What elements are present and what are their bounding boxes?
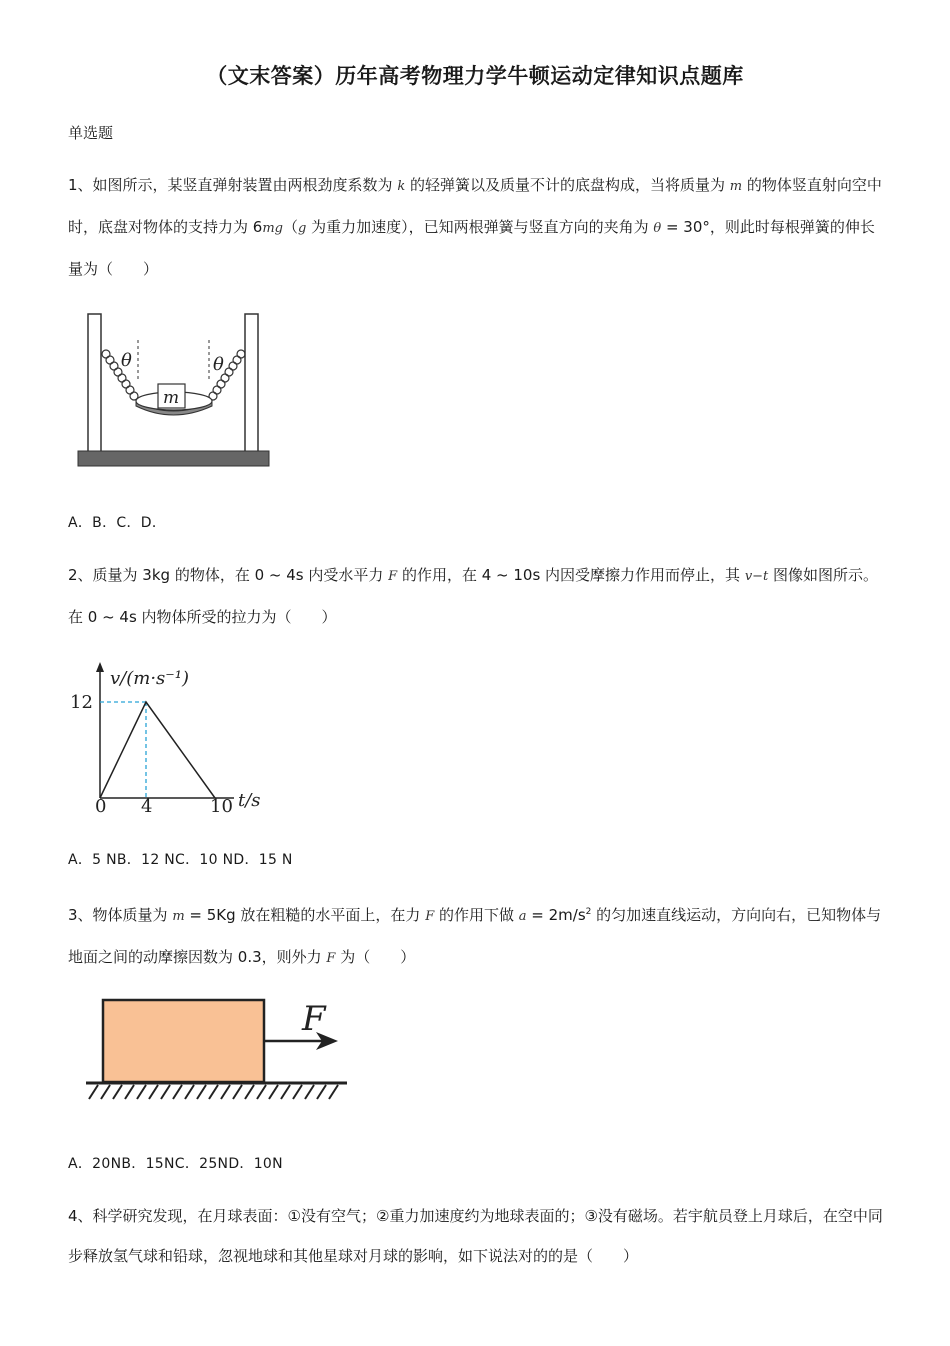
hatch-line [317,1085,326,1099]
y-tick-label: 12 [70,692,93,713]
var-mg: mg [262,221,283,236]
x-tick-label: 10 [210,796,233,815]
question-1 [68,165,883,289]
q3-text: 为（ ） [335,948,416,966]
hatch-line [173,1085,182,1099]
q3-text: 的匀加速直线运动，方向向右，已知物体与地面之间的动摩擦因数为 0.3，则外力 [68,906,882,966]
q3-options: A．20NB．15NC．25ND．10N [68,1156,283,1172]
vt-chart [66,660,276,815]
var-F: F [425,909,435,924]
q3-text: 的作用下做 [434,906,519,924]
hatch-line [125,1085,134,1099]
force-label-F: F [302,999,326,1039]
hatch-line [329,1085,338,1099]
question-3 [68,892,883,979]
q1-text: 为重力加速度），已知两根弹簧与竖直方向的夹角为 [306,218,654,236]
question-4: 4、科学研究发现，在月球表面：①没有空气；②重力加速度约为地球表面的；③没有磁场。若宇航员登上月球后，在空中同步释放氢气球和铅球，忽视地球和其他星球对月球的影响，如下说法对的的是（ ） [68,1207,883,1265]
ground-hatch [89,1085,338,1099]
var-m: m [172,909,185,924]
page-title: （文末答案）历年高考物理力学牛顿运动定律知识点题库 [206,64,744,88]
angle-label-left: θ [121,350,132,371]
var-vt: v−t [744,569,769,584]
y-axis-label: v/(m·s⁻¹) [110,668,190,689]
hatch-line [281,1085,290,1099]
var-a: a [518,909,527,924]
var-F: F [388,569,398,584]
hatch-line [149,1085,158,1099]
hatch-line [257,1085,266,1099]
q2-options: A．5 NB．12 NC．10 ND．15 N [68,852,293,868]
question-2 [68,555,883,637]
hatch-line [89,1085,98,1099]
x-axis-label: t/s [238,790,261,811]
q2-text: 图像如图所示。在 0 ~ 4s 内物体所受的拉力为（ ） [68,566,879,626]
q1-text: 的轻弹簧以及质量不计的底盘构成，当将质量为 [405,176,730,194]
hatch-line [185,1085,194,1099]
hatch-line [221,1085,230,1099]
var-k: k [397,179,406,194]
superscript-2: 2 [585,907,592,917]
q1-text: （ [282,218,298,236]
hatch-line [161,1085,170,1099]
x-tick-label: 4 [141,796,153,815]
x-tick-label: 0 [95,796,107,815]
hatch-line [197,1085,206,1099]
block [103,1000,264,1082]
hatch-line [101,1085,110,1099]
hatch-line [137,1085,146,1099]
hatch-line [305,1085,314,1099]
q1-text: 的物体竖直射向空中时，底盘对物体的支持力为 6 [68,176,882,236]
q1-text: = 30°，则此时每根弹簧的伸长量为（ ） [68,218,875,278]
q3-text: = 2m/s [526,906,586,924]
hatch-line [269,1085,278,1099]
block-force-figure [84,996,354,1106]
series-line [100,702,215,798]
y-axis-arrow [96,662,104,672]
hatch-line [233,1085,242,1099]
q3-text: 3、物体质量为 [68,906,173,924]
hatch-line [293,1085,302,1099]
hatch-line [209,1085,218,1099]
var-F: F [326,951,336,966]
q3-text: = 5Kg 放在粗糙的水平面上，在力 [184,906,426,924]
spring-launcher-figure [76,310,276,470]
var-m: m [729,179,743,194]
angle-label-right: θ [213,354,224,375]
var-theta: θ [653,221,662,236]
q1-text: 1、如图所示，某竖直弹射装置由两根劲度系数为 [68,176,398,194]
q1-options: A．B．C．D． [68,515,167,531]
hatch-line [113,1085,122,1099]
q2-text: 的作用，在 4 ~ 10s 内因受摩擦力作用而停止，其 [397,566,745,584]
q2-text: 2、质量为 3kg 的物体，在 0 ~ 4s 内受水平力 [68,566,389,584]
var-g: g [298,221,307,236]
block-label-m: m [162,388,180,408]
section-label: 单选题 [68,124,114,142]
hatch-line [245,1085,254,1099]
